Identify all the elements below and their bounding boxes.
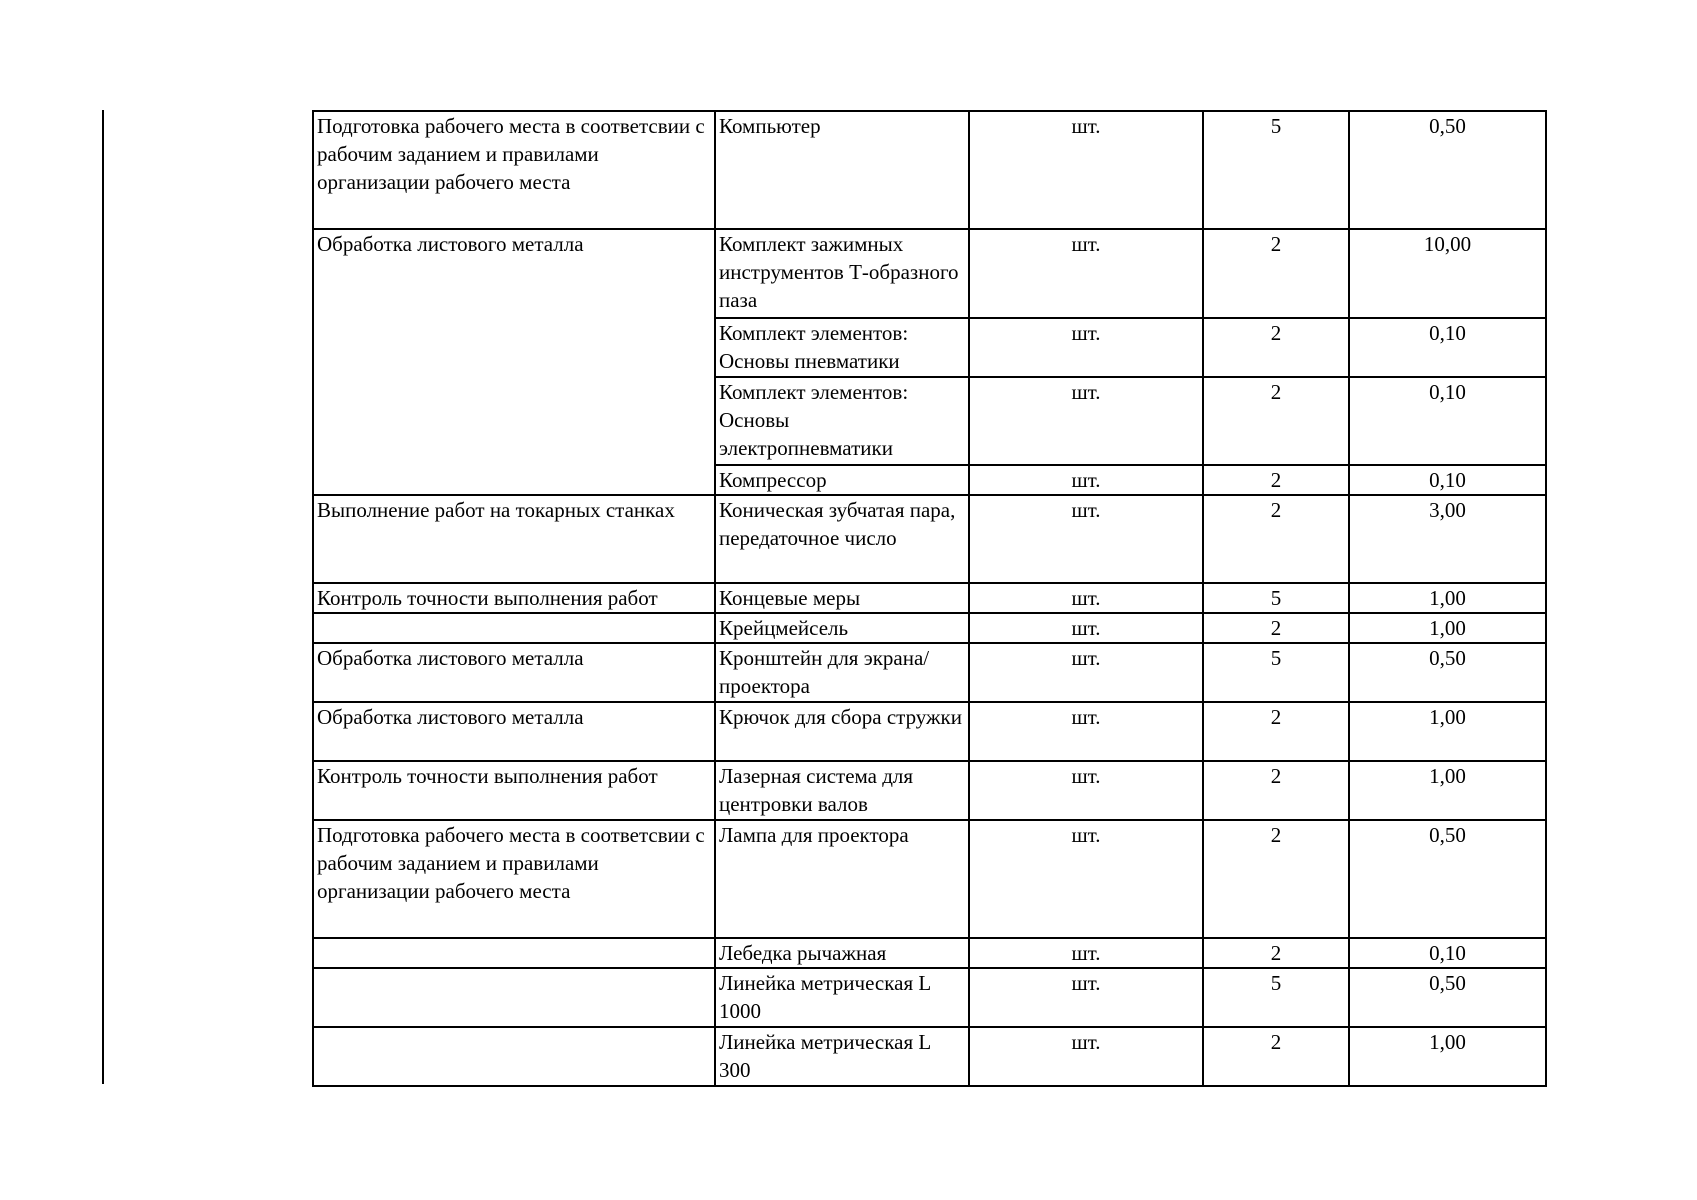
work-type-cell: Контроль точности выполнения работ: [313, 583, 715, 613]
unit-cell: шт.: [969, 938, 1203, 968]
quantity-cell: 5: [1203, 643, 1349, 702]
table-row: [313, 583, 1546, 613]
value-cell: 0,10: [1349, 465, 1546, 495]
item-name-cell: Концевые меры: [715, 583, 969, 613]
table-row: [313, 229, 1546, 318]
value-cell: 10,00: [1349, 229, 1546, 318]
quantity-cell: 2: [1203, 613, 1349, 643]
value-cell: 0,50: [1349, 111, 1546, 229]
work-type-cell: Контроль точности выполнения работ: [313, 761, 715, 820]
value-cell: 1,00: [1349, 702, 1546, 761]
item-name-cell: Комплект элементов: Основы электропневматики: [715, 377, 969, 465]
work-type-cell: [313, 1027, 715, 1086]
item-name-cell: Кронштейн для экрана/ проектора: [715, 643, 969, 702]
quantity-cell: 2: [1203, 229, 1349, 318]
unit-cell: шт.: [969, 968, 1203, 1027]
work-type-cell: Обработка листового металла: [313, 643, 715, 702]
item-name-cell: Лазерная система для центровки валов: [715, 761, 969, 820]
value-cell: 3,00: [1349, 495, 1546, 583]
table-row: [313, 938, 1546, 968]
table-row: [313, 111, 1546, 229]
unit-cell: шт.: [969, 1027, 1203, 1086]
item-name-cell: Комплект элементов: Основы пневматики: [715, 318, 969, 377]
value-cell: 1,00: [1349, 583, 1546, 613]
quantity-cell: 2: [1203, 318, 1349, 377]
unit-cell: шт.: [969, 643, 1203, 702]
table-row: [313, 820, 1546, 938]
item-name-cell: Лебедка рычажная: [715, 938, 969, 968]
item-name-cell: Коническая зубчатая пара, передаточное число: [715, 495, 969, 583]
table-row: [313, 1027, 1546, 1086]
unit-cell: шт.: [969, 820, 1203, 938]
item-name-cell: Линейка метрическая L 300: [715, 1027, 969, 1086]
equipment-table: [312, 110, 1547, 1087]
table-row: [313, 495, 1546, 583]
item-name-cell: Компьютер: [715, 111, 969, 229]
value-cell: 0,10: [1349, 377, 1546, 465]
unit-cell: шт.: [969, 465, 1203, 495]
work-type-cell: Подготовка рабочего места в соответсвии с рабочим заданием и правилами организации рабочего места: [313, 111, 715, 229]
unit-cell: шт.: [969, 495, 1203, 583]
quantity-cell: 2: [1203, 495, 1349, 583]
value-cell: 1,00: [1349, 613, 1546, 643]
page-margin-rule: [102, 110, 104, 1084]
unit-cell: шт.: [969, 111, 1203, 229]
quantity-cell: 2: [1203, 820, 1349, 938]
item-name-cell: Компрессор: [715, 465, 969, 495]
value-cell: 0,50: [1349, 820, 1546, 938]
table-row: [313, 968, 1546, 1027]
quantity-cell: 5: [1203, 111, 1349, 229]
quantity-cell: 2: [1203, 702, 1349, 761]
work-type-cell: [313, 613, 715, 643]
item-name-cell: Линейка метрическая L 1000: [715, 968, 969, 1027]
table-row: [313, 643, 1546, 702]
quantity-cell: 2: [1203, 938, 1349, 968]
item-name-cell: Крейцмейсель: [715, 613, 969, 643]
work-type-cell: Обработка листового металла: [313, 702, 715, 761]
unit-cell: шт.: [969, 318, 1203, 377]
value-cell: 0,10: [1349, 318, 1546, 377]
quantity-cell: 2: [1203, 1027, 1349, 1086]
work-type-cell: [313, 938, 715, 968]
item-name-cell: Крючок для сбора стружки: [715, 702, 969, 761]
value-cell: 1,00: [1349, 761, 1546, 820]
unit-cell: шт.: [969, 377, 1203, 465]
value-cell: 0,10: [1349, 938, 1546, 968]
unit-cell: шт.: [969, 583, 1203, 613]
work-type-cell: Подготовка рабочего места в соответсвии с рабочим заданием и правилами организации рабочего места: [313, 820, 715, 938]
unit-cell: шт.: [969, 761, 1203, 820]
value-cell: 0,50: [1349, 643, 1546, 702]
unit-cell: шт.: [969, 702, 1203, 761]
unit-cell: шт.: [969, 229, 1203, 318]
value-cell: 0,50: [1349, 968, 1546, 1027]
work-type-cell: [313, 968, 715, 1027]
quantity-cell: 2: [1203, 761, 1349, 820]
table-row: [313, 613, 1546, 643]
table-row: [313, 702, 1546, 761]
quantity-cell: 5: [1203, 968, 1349, 1027]
item-name-cell: Комплект зажимных инструментов Т-образного паза: [715, 229, 969, 318]
item-name-cell: Лампа для проектора: [715, 820, 969, 938]
value-cell: 1,00: [1349, 1027, 1546, 1086]
unit-cell: шт.: [969, 613, 1203, 643]
quantity-cell: 2: [1203, 377, 1349, 465]
quantity-cell: 5: [1203, 583, 1349, 613]
work-type-cell: Выполнение работ на токарных станках: [313, 495, 715, 583]
work-type-cell: Обработка листового металла: [313, 229, 715, 495]
table-row: [313, 761, 1546, 820]
quantity-cell: 2: [1203, 465, 1349, 495]
